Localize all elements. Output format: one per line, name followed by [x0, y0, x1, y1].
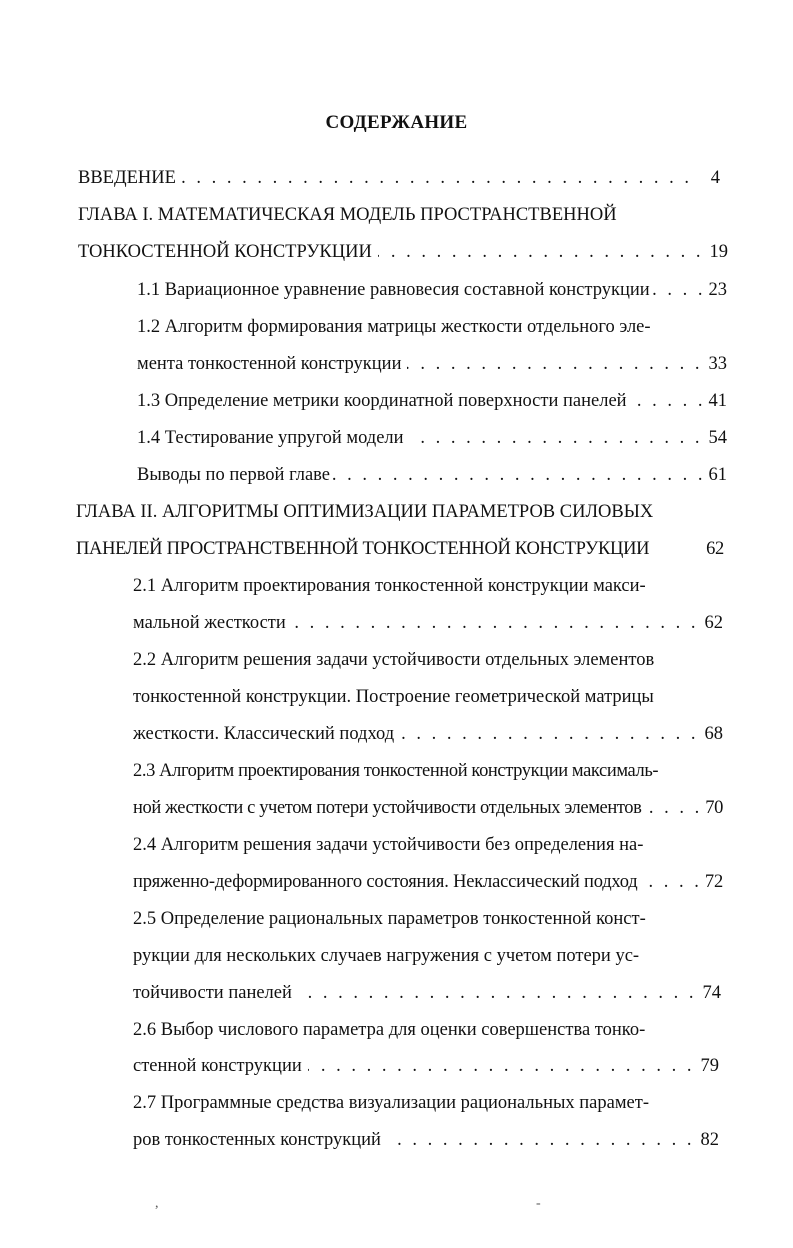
- toc-entry-text: 1.4 Тестирование упругой модели: [137, 428, 404, 448]
- toc-entry-2-4-line2: [133, 870, 723, 894]
- toc-page-number: 70: [705, 798, 723, 818]
- toc-entry-text: пряженно-деформированного состояния. Неклассический подход: [133, 872, 638, 892]
- dot-leader: [410, 426, 703, 450]
- toc-page-number: 79: [700, 1056, 719, 1076]
- toc-entry-text: ГЛАВА II. АЛГОРИТМЫ ОПТИМИЗАЦИИ ПАРАМЕТРОВ СИЛОВЫХ: [76, 502, 654, 522]
- toc-entry-chapter-2-line2: [76, 537, 724, 561]
- toc-entry-text: ГЛАВА I. МАТЕМАТИЧЕСКАЯ МОДЕЛЬ ПРОСТРАНСТВЕННОЙ: [78, 205, 617, 225]
- toc-entry-2-3-line2: [133, 796, 723, 820]
- dot-leader: [400, 722, 698, 746]
- toc-entry-text: 2.7 Программные средства визуализации рациональных парамет-: [133, 1093, 650, 1113]
- toc-entry-2-7-line2: [133, 1128, 719, 1152]
- toc-page-number: 61: [708, 465, 727, 485]
- toc-page-number: 33: [708, 354, 727, 374]
- dot-leader: [298, 981, 697, 1005]
- page-title: СОДЕРЖАНИЕ: [325, 112, 468, 133]
- toc-entry-text: 1.2 Алгоритм формирования матрицы жесткости отдельного эле-: [137, 317, 651, 337]
- toc-page-number: 68: [704, 724, 723, 744]
- toc-entry-2-5-line2: [133, 944, 727, 968]
- toc-entry-text: ТОНКОСТЕННОЙ КОНСТРУКЦИИ: [78, 242, 372, 262]
- toc-page-number: 82: [700, 1130, 719, 1150]
- toc-entry-text: мальной жесткости: [133, 613, 286, 633]
- toc-entry-2-4-line1: [133, 833, 727, 857]
- toc-entry-text: 2.1 Алгоритм проектирования тонкостенной конструкции макси-: [133, 576, 646, 596]
- toc-page-number: 4: [710, 168, 720, 188]
- toc-entry-text: 2.5 Определение рациональных параметров тонкостенной конст-: [133, 909, 646, 929]
- toc-entry-text: 2.2 Алгоритм решения задачи устойчивости отдельных элементов: [133, 650, 655, 670]
- toc-entry-text: 1.3 Определение метрики координатной поверхности панелей: [137, 391, 627, 411]
- toc-entry-text: ВВЕДЕНИЕ: [78, 168, 176, 188]
- toc-entry-2-6-line1: [133, 1018, 727, 1042]
- dot-leader: [652, 278, 706, 302]
- toc-entry-chapter-1-line2: [78, 240, 728, 264]
- toc-entry-1-2-line2: [137, 352, 727, 376]
- toc-entry-conclusions-1: [137, 463, 727, 487]
- toc-entry-text: 1.1 Вариационное уравнение равновесия составной конструкции: [137, 280, 650, 300]
- toc-entry-2-1-line2: [133, 611, 723, 635]
- toc-entry-2-1-line1: [133, 574, 727, 598]
- toc-page-number: 41: [708, 391, 727, 411]
- toc-page-number: 62: [706, 539, 724, 559]
- toc-entry-text: 2.4 Алгоритм решения задачи устойчивости без определения на-: [133, 835, 644, 855]
- toc-entry-text: 2.3 Алгоритм проектирования тонкостенной конструкции максималь-: [133, 761, 659, 781]
- toc-entry-1-4: [137, 426, 727, 450]
- dot-leader: [387, 1128, 695, 1152]
- toc-page-number: 54: [708, 428, 727, 448]
- toc-entry-chapter-1-line1: [78, 203, 700, 227]
- toc-entry-2-2-line2: [133, 685, 727, 709]
- dot-leader: [332, 463, 705, 487]
- toc-entry-text: жесткости. Классический подход: [133, 724, 395, 744]
- toc-entry-text: стенной конструкции: [133, 1056, 302, 1076]
- toc-entry-2-7-line1: [133, 1091, 727, 1115]
- toc-entry-1-3: [137, 389, 727, 413]
- toc-entry-1-2-line1: [137, 315, 727, 339]
- toc-entry-2-2-line3: [133, 722, 723, 746]
- toc-entry-2-3-line1: [133, 759, 727, 783]
- toc-page-number: 19: [709, 242, 728, 262]
- toc-entry-chapter-2-line1: [76, 500, 700, 524]
- toc-page-number: 74: [702, 983, 721, 1003]
- toc-entry-2-5-line1: [133, 907, 727, 931]
- toc-entry-text: Выводы по первой главе: [137, 465, 331, 485]
- dot-leader: [378, 240, 704, 264]
- toc-entry-2-5-line3: [133, 981, 721, 1005]
- toc-entry-2-6-line2: [133, 1054, 719, 1078]
- dot-leader: [643, 796, 702, 820]
- toc-entry-2-2-line1: [133, 648, 727, 672]
- toc-entry-text: ной жесткости с учетом потери устойчивости отдельных элементов: [133, 798, 642, 818]
- toc-page-number: 23: [708, 280, 727, 300]
- toc-page-number: 72: [704, 872, 723, 892]
- toc-entry-text: ПАНЕЛЕЙ ПРОСТРАНСТВЕННОЙ ТОНКОСТЕННОЙ КОНСТРУКЦИИ: [76, 539, 650, 559]
- dot-leader: [640, 870, 702, 894]
- toc-entry-introduction: [78, 166, 720, 190]
- toc-page-number: 62: [704, 613, 723, 633]
- toc-entry-text: мента тонкостенной конструкции: [137, 354, 402, 374]
- scan-speck: ,: [155, 1196, 159, 1211]
- toc-entry-text: тонкостенной конструкции. Построение геометрической матрицы: [133, 687, 654, 707]
- toc-entry-text: тойчивости панелей: [133, 983, 292, 1003]
- dot-leader: [182, 166, 692, 190]
- toc-entry-1-1: [137, 278, 727, 302]
- toc-entry-text: ров тонкостенных конструкций: [133, 1130, 381, 1150]
- dot-leader: [407, 352, 702, 376]
- toc-entry-text: 2.6 Выбор числового параметра для оценки совершенства тонко-: [133, 1020, 646, 1040]
- toc-entry-text: рукции для нескольких случаев нагружения с учетом потери ус-: [133, 946, 640, 966]
- dot-leader: [629, 389, 706, 413]
- scan-speck: -: [536, 1196, 541, 1211]
- dot-leader: [292, 611, 699, 635]
- dot-leader: [308, 1054, 695, 1078]
